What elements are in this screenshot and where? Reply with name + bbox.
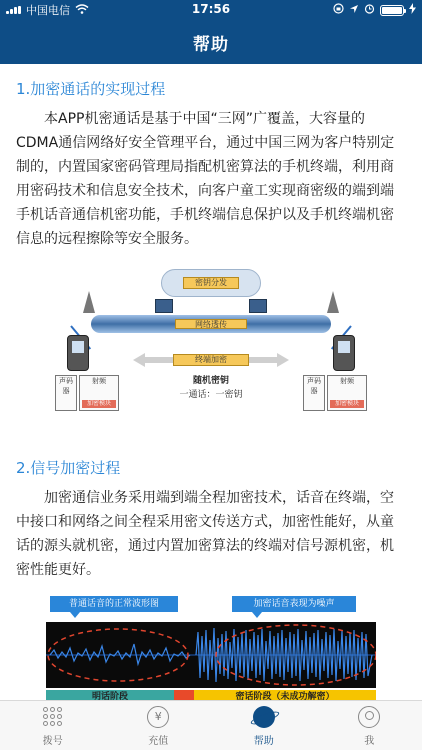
right-rf-label: 射频 xyxy=(340,377,354,385)
phase-divider xyxy=(174,690,194,700)
app-header xyxy=(0,0,422,64)
globe-icon xyxy=(252,705,276,729)
right-tower-icon xyxy=(327,291,339,313)
right-phone-icon xyxy=(333,335,355,371)
left-vocoder-box xyxy=(55,375,77,411)
battery-icon xyxy=(380,5,404,16)
server-icon xyxy=(249,299,267,313)
left-module-label: 加密模块 xyxy=(86,400,111,407)
tab-me-label: 我 xyxy=(364,735,375,747)
tab-bar xyxy=(0,700,422,750)
dialpad-icon xyxy=(41,705,65,729)
tab-dial-label: 拨号 xyxy=(42,735,63,747)
left-phone-icon xyxy=(67,335,89,371)
left-tower-icon xyxy=(83,291,95,313)
section-paragraph-encrypted-call: 本APP机密通话是基于中国“三网”广覆盖，大容量的CDMA通信网络好安全管理平台，通过中国三网为客户特别定制的，内置国家密码管理局指配机密算法的手机终端，利用商用密码技术和信息安全技术，向客户童工实现商密级的端到端手机话音通信机密功能，手机终端信息保护以及手机终端机密信息的远程擦除等安全服务。 xyxy=(16,111,395,247)
carrier-label: 中国电信 xyxy=(26,4,70,17)
left-rf-label: 射频 xyxy=(92,377,106,385)
terminal-encryption-tag: 终端加密 xyxy=(173,354,249,366)
tab-help-label: 帮助 xyxy=(253,735,274,747)
waveform-display xyxy=(46,622,376,688)
tab-recharge-label: 充值 xyxy=(148,735,169,747)
yen-icon: ¥ xyxy=(146,705,170,729)
section-paragraph-signal-encryption: 加密通信业务采用端到端全程加密技术，话音在终端，空中接口和网络之间全程采用密文传送方式，加密性能好，从童话的源头就机密，通过内置加密算法的终端对信号源机密，机密性能更好。 xyxy=(16,490,394,578)
tab-help[interactable] xyxy=(211,701,317,750)
waveform-graphic xyxy=(46,622,376,688)
page-title: 帮助 xyxy=(193,34,229,55)
tab-me[interactable] xyxy=(317,701,422,750)
wifi-icon xyxy=(75,4,89,17)
random-key-label: 随机密钥 xyxy=(192,376,229,386)
nav-bar xyxy=(0,20,422,64)
server-icon xyxy=(155,299,173,313)
signal-icon xyxy=(6,6,21,14)
one-call-one-key-label: 一通话：一密钥 xyxy=(179,390,243,400)
right-vocoder-box xyxy=(303,375,325,411)
right-rf-box xyxy=(327,375,367,411)
lock-rotation-icon xyxy=(333,3,344,17)
status-time: 17:56 xyxy=(191,2,231,16)
left-vocoder-label: 声码器 xyxy=(59,377,73,395)
key-distribution-tag: 密钥分发 xyxy=(183,277,239,289)
right-vocoder-label: 声码器 xyxy=(307,377,321,395)
right-module-label: 加密模块 xyxy=(334,400,359,407)
section-title-signal-encryption: 2.信号加密过程 xyxy=(16,459,121,477)
profile-icon xyxy=(357,705,381,729)
status-bar xyxy=(0,0,422,20)
encrypted-phase-label: 密话阶段（未成功解密） xyxy=(194,690,376,700)
encrypted-wave-callout: 加密话音表现为噪声 xyxy=(232,596,356,612)
section-title-encrypted-call: 1.加密通话的实现过程 xyxy=(16,80,166,98)
location-icon xyxy=(349,4,359,17)
waveform-diagram xyxy=(46,596,376,700)
clear-phase-label: 明话阶段 xyxy=(46,690,174,700)
alarm-icon xyxy=(364,3,375,17)
left-rf-box xyxy=(79,375,119,411)
charging-icon xyxy=(409,3,416,17)
normal-wave-callout: 普通话音的正常波形图 xyxy=(50,596,178,612)
network-passthrough-tag: 网络透传 xyxy=(175,319,247,329)
help-content[interactable] xyxy=(0,64,422,700)
tab-recharge[interactable] xyxy=(106,701,212,750)
encryption-process-diagram xyxy=(51,263,371,443)
tab-dial[interactable] xyxy=(0,701,106,750)
